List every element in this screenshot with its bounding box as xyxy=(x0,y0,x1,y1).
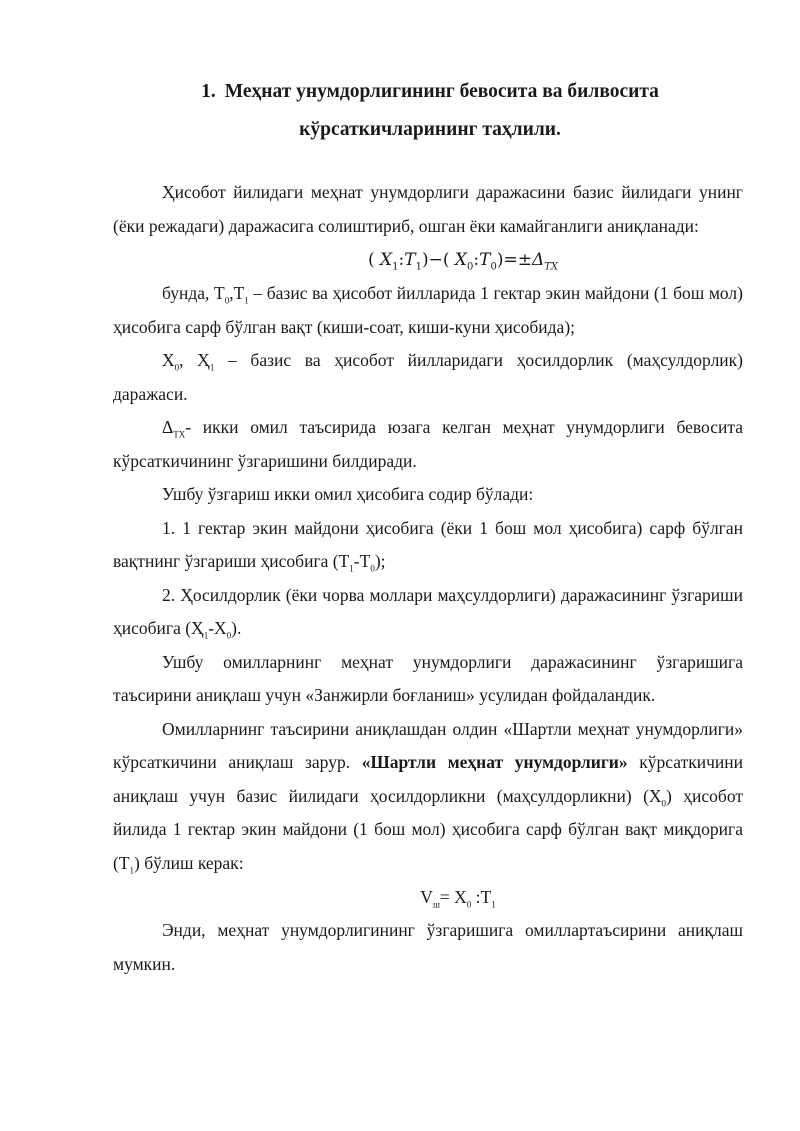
section-number: 1. xyxy=(201,81,216,102)
paragraph-intro: Ҳисобот йилидаги меҳнат унумдорлиги даражасини базис йилидаги унинг (ёки режадаги) даражасига солиштириб, ошган ёки камайганлиги аниқланади: xyxy=(113,182,743,236)
section-title-text-1: Меҳнат унумдорлигининг бевосита ва билвосита xyxy=(224,81,659,102)
paragraph-method: Ушбу омилларнинг меҳнат унумдорлиги даражасининг ўзгаришига таъсирини аниқлаш учун «Занжирли боғланиш» усулидан фойдаландик. xyxy=(113,651,743,705)
formula-conditional: $V_ш= Х_0$ $:Т_1$ xyxy=(420,887,496,910)
section-title-line-1 xyxy=(110,72,750,112)
paragraph-factors-intro: Ушбу ўзгариш икки омил ҳисобига содир бўлади: xyxy=(162,484,534,504)
bold-term: «Шартли меҳнат унумдорлиги» xyxy=(361,752,628,772)
formula-delta: ( $X_1:T_1)-$( $X_0:T_0)=\pm\Delta_{TX}$ xyxy=(367,250,559,273)
paragraph-conditional-productivity: Омилларнинг таъсирини аниқлашдан олдин «Шартли меҳнат унумдорлиги» кўрсаткичини аниқлаш зарур. «Шартли меҳнат унумдорлиги» кўрсаткичини аниқлаш учун базис йилидаги ҳосилдорликни (маҳсулдорликни) $(Х_0)$ ҳисобот йилида 1 гектар экин майдони (1 бош мол) ҳисобига сарф бўлган вақт миқдорига $(Т_1)$ бўлиш керак: xyxy=(113,718,743,875)
paragraph-definition-t: бунда, $Т_0,Т_1$ – базис ва ҳисобот йилларида 1 гектар экин майдони (1 бош мол) ҳисобига сарф бўлган вақт (киши-соат, киши-куни ҳисобида); xyxy=(113,283,743,337)
paragraph-definition-delta: $\Delta_{ТХ}-$ икки омил таъсирида юзага келган меҳнат унумдорлиги бевосита кўрсаткичининг ўзгаришини билдиради. xyxy=(113,417,743,471)
paragraph-definition-x: $Х_0$, $Ҳ_1$ – базис ва ҳисобот йилларидаги ҳосилдорлик (маҳсулдорлик) даражаси. xyxy=(113,350,743,404)
paragraph-conclusion: Энди, меҳнат унумдорлигининг ўзгаришига омиллартаъсирини аниқлаш мумкин. xyxy=(113,920,743,974)
paragraph-factor-2: 2. Ҳосилдорлик (ёки чорва моллари маҳсулдорлиги) даражасининг ўзгариши ҳисобига $(Ҳ_1-Х_0)$. xyxy=(113,584,743,641)
section-title-line-2: кўрсаткичларининг таҳлили. xyxy=(299,119,561,140)
body-text xyxy=(113,176,743,981)
paragraph-factor-1: 1. 1 гектар экин майдони ҳисобига (ёки 1 бош мол ҳисобига) сарф бўлган вақтнинг ўзгариши ҳисобига $(Т_1-Т_0)$; xyxy=(113,517,743,574)
